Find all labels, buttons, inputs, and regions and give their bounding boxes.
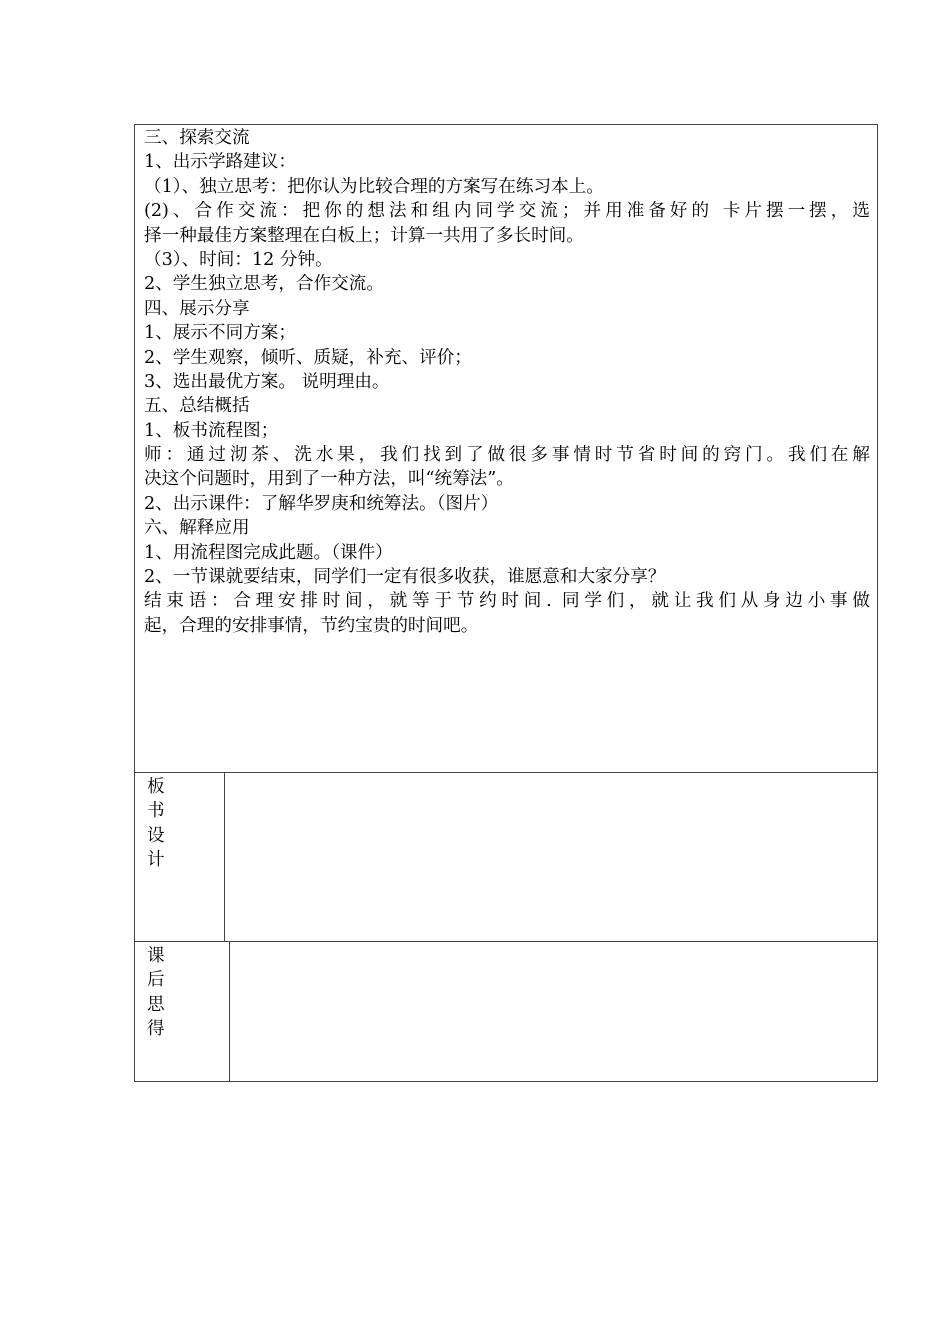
- text-line: (2)、合作交流：把你的想法和组内同学交流；并用准备好的 卡片摆一摆，选: [144, 201, 870, 222]
- label-char: 设: [147, 825, 165, 846]
- text-line: 择一种最佳方案整理在白板上；计算一共用了多长时间。: [144, 225, 584, 246]
- text-line: （1）、独立思考：把你认为比较合理的方案写在练习本上。: [144, 176, 604, 197]
- teaching-process-cell: [135, 125, 877, 773]
- text-line: 1、用流程图完成此题。（课件）: [144, 542, 393, 563]
- label-char: 板: [147, 777, 165, 797]
- text-line: 3、选出最优方案。 说明理由。: [144, 371, 390, 392]
- lesson-plan-table: [134, 124, 878, 1082]
- label-char: 思: [147, 994, 165, 1015]
- reflection-row: [135, 942, 877, 1081]
- reflection-label: [147, 944, 167, 1042]
- teaching-process-text: [144, 126, 870, 638]
- board-design-label: [147, 775, 167, 873]
- text-line: 2、出示课件：了解华罗庚和统筹法。（图片）: [144, 493, 499, 514]
- text-line: 决这个问题时，用到了一种方法，叫“统筹法”。: [144, 469, 514, 490]
- label-char: 书: [147, 801, 165, 822]
- text-line: 2、一节课就要结束，同学们一定有很多收获，谁愿意和大家分享？: [144, 567, 666, 588]
- label-char: 得: [147, 1019, 165, 1040]
- text-line: 2、学生观察，倾听、质疑，补充、评价；: [144, 347, 472, 368]
- text-line: 1、板书流程图；: [144, 420, 279, 441]
- text-line: 起，合理的安排事情，节约宝贵的时间吧。: [144, 615, 479, 636]
- reflection-label-cell: [135, 942, 230, 1081]
- label-char: 计: [147, 850, 165, 871]
- text-line: 1、出示学路建议：: [144, 152, 296, 173]
- section-heading: 五、总结概括: [144, 396, 250, 417]
- section-heading: 四、展示分享: [144, 298, 250, 319]
- section-heading: 三、探索交流: [144, 128, 250, 148]
- text-line: （3）、时间：12 分钟。: [144, 249, 333, 270]
- board-design-row: [135, 773, 877, 942]
- label-char: 课: [147, 946, 165, 966]
- text-line: 师：通过沏茶、洗水果，我们找到了做很多事情时节省时间的窍门。我们在解: [144, 445, 870, 466]
- board-design-content: [225, 773, 877, 941]
- section-heading: 六、解释应用: [144, 518, 250, 539]
- label-char: 后: [147, 970, 165, 991]
- board-design-label-cell: [135, 773, 225, 941]
- reflection-content: [230, 942, 877, 1081]
- text-line: 2、学生独立思考，合作交流。: [144, 274, 384, 295]
- text-line: 结束语：合理安排时间，就等于节约时间. 同学们，就让我们从身边小事做: [144, 591, 870, 612]
- text-line: 1、展示不同方案；: [144, 323, 296, 344]
